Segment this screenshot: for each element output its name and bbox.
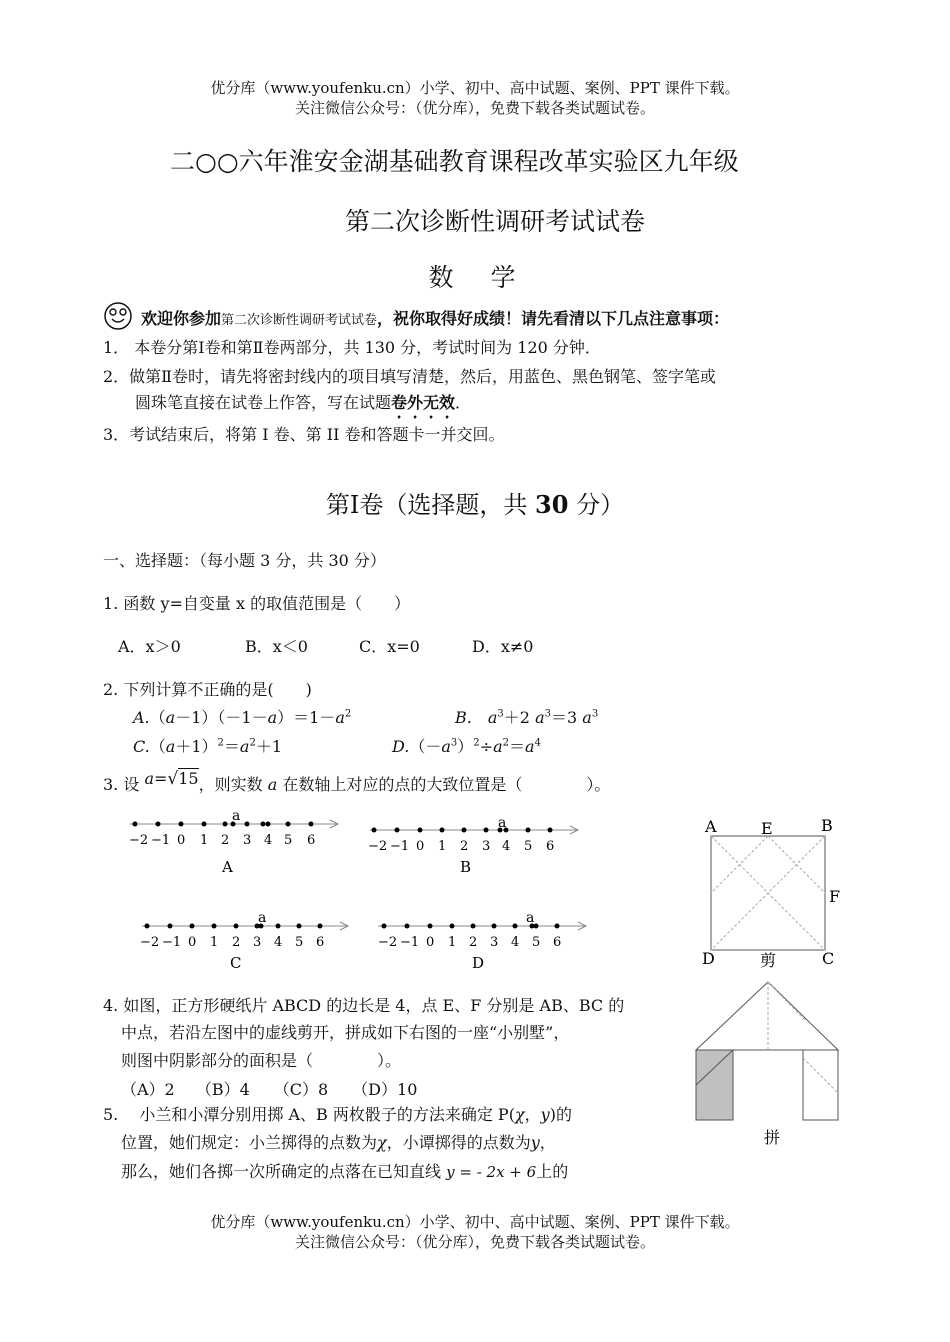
q5-x: χ: [514, 1105, 525, 1124]
line-d-tick: 6: [553, 935, 562, 950]
line-d-tick: 5: [532, 935, 541, 950]
number-line-c: [140, 910, 348, 972]
number-line-b: [368, 815, 578, 876]
house-figure: [696, 982, 838, 1147]
q5-line-3-pre: 那么，她们各掷一次所确定的点落在已知直线: [121, 1162, 442, 1181]
line-a-tick: 6: [307, 833, 316, 848]
q5-line-2-mid: ，小谭掷得的点数为: [386, 1133, 531, 1152]
line-a-tick: 4: [264, 833, 273, 848]
line-b-tick: 5: [524, 839, 533, 854]
line-c-label: C: [230, 954, 242, 972]
q3-expr-var: a: [144, 769, 154, 788]
welcome-line: [141, 306, 729, 329]
line-b-tick: 2: [460, 839, 469, 854]
line-b-tick: 3: [482, 839, 491, 854]
line-c-tick: 1: [210, 935, 219, 950]
q3-suffix: 在数轴上对应的点的大致位置是（ ）。: [282, 775, 611, 794]
q1-option-a: A．x＞0: [118, 637, 181, 656]
section-title-post: 分）: [568, 491, 625, 519]
line-b-tick: 4: [502, 839, 511, 854]
q1-option-c: C．x=0: [359, 637, 420, 656]
header-line-2: 关注微信公众号：（优分库），免费下载各类试题试卷。: [294, 99, 655, 117]
line-d-label: D: [472, 954, 485, 972]
q4-options: （A）2 （B）4 （C）8 （D）10: [121, 1080, 418, 1099]
q5-line-2-x: χ: [377, 1133, 387, 1152]
note-1: 1． 本卷分第Ⅰ卷和第Ⅱ卷两部分，共 130 分，考试时间为 120 分钟．: [103, 338, 601, 357]
line-c-tick: 4: [274, 935, 283, 950]
footer-line-1: 优分库（www.youfenku.cn）小学、初中、高中试题、案例、PPT 课件下载。: [210, 1213, 740, 1231]
q1-stem: 1. 函数 y=自变量 x 的取值范围是（ ）: [103, 594, 411, 613]
q3-prefix: 3. 设: [103, 775, 140, 794]
q4-line-1: 4. 如图，正方形硬纸片 ABCD 的边长是 4，点 E、F 分别是 AB、BC 的: [103, 996, 625, 1015]
line-b-tick: −2: [368, 839, 388, 854]
note-3: 3．考试结束后，将第 I 卷、第 II 卷和答题卡一并交回。: [103, 425, 505, 444]
note-2-line-1: 2．做第Ⅱ卷时，请先将密封线内的项目填写清楚，然后，用蓝色、黑色钢笔、签字笔或: [103, 367, 717, 386]
line-a-tick: 2: [221, 833, 230, 848]
q5-line-3: [121, 1159, 568, 1182]
line-d-tick: 2: [469, 935, 478, 950]
line-c-tick: 6: [316, 935, 325, 950]
line-b-label: B: [460, 858, 472, 876]
line-c-tick: 3: [253, 935, 262, 950]
q5-line-2: [121, 1130, 556, 1153]
q4-line-3: 则图中阴影部分的面积是（ ）。: [121, 1051, 402, 1070]
q3-expr-radicand: 15: [178, 769, 199, 788]
q3-expression: [144, 769, 198, 789]
label-e: E: [761, 819, 773, 838]
q3-expr-eq: =: [154, 769, 168, 788]
number-line-d: [378, 910, 586, 972]
note-2-emphasis: 卷外无效: [391, 393, 456, 412]
line-d-tick: 1: [448, 935, 457, 950]
q4-figure: [690, 810, 850, 1160]
header-line-1: 优分库（www.youfenku.cn）小学、初中、高中试题、案例、PPT 课件下载。: [210, 79, 740, 97]
title-line-1: 二○○六年淮安金湖基础教育课程改革实验区九年级: [170, 147, 739, 176]
caption-assemble: 拼: [764, 1128, 781, 1147]
title-line-2: 第二次诊断性调研考试试卷: [345, 207, 646, 236]
line-a-label: A: [222, 858, 233, 876]
footer-line-2: 关注微信公众号：（优分库），免费下载各类试题试卷。: [294, 1233, 655, 1251]
line-c-tick: 0: [188, 935, 197, 950]
label-d: D: [702, 949, 715, 968]
line-c-tick: 2: [232, 935, 241, 950]
q2-option-d: $D.(-a^3)^2\div a^2=a^4$: [392, 737, 541, 756]
sqrt-icon: √: [167, 769, 179, 789]
label-c: C: [822, 949, 835, 968]
caption-cut: 剪: [760, 951, 777, 970]
part-1-heading: 一、选择题：（每小题 3 分，共 30 分）: [103, 551, 386, 570]
q5-sep: ，: [524, 1105, 541, 1124]
line-a-tick: 1: [200, 833, 209, 848]
q3-mid: ，则实数: [198, 775, 263, 794]
line-a-tick: 0: [177, 833, 186, 848]
q5-line-2-post: ，: [539, 1133, 556, 1152]
q2-stem: 2. 下列计算不正确的是( ): [103, 680, 312, 699]
q5-line-1-post: )的: [549, 1105, 572, 1124]
welcome-part-2: 第二次诊断性调研考试试卷: [221, 313, 378, 328]
section-title-pre: 第Ⅰ卷（选择题，共: [325, 491, 536, 519]
q3-var: a: [267, 775, 278, 794]
q2-option-c: $C.(a+1)^2=a^2+1$: [133, 737, 283, 756]
line-b-tick: −1: [390, 839, 410, 854]
line-d-tick: 4: [511, 935, 520, 950]
q3-number-lines: [120, 800, 600, 980]
line-a-tick: −2: [129, 833, 149, 848]
line-a-tick: 3: [243, 833, 252, 848]
q2-option-b: B. $a^3+2$ $a^3=3$ $a^3$: [455, 708, 599, 727]
label-b: B: [821, 816, 833, 835]
line-b-point-label: a: [498, 815, 507, 831]
q1-option-d: D．x≠0: [472, 637, 534, 656]
q5-line-2-y: y: [530, 1133, 540, 1152]
line-a-tick: −1: [151, 833, 171, 848]
welcome-part-1: 欢迎你参加: [141, 309, 222, 328]
section-title-num: 30: [535, 490, 569, 519]
line-d-tick: −1: [400, 935, 420, 950]
label-f: F: [829, 887, 841, 906]
q3-stem: [103, 769, 611, 795]
note-2-end: ．: [455, 393, 472, 412]
line-b-tick: 0: [416, 839, 425, 854]
q4-line-2: 中点，若沿左图中的虚线剪开，拼成如下右图的一座“小别墅”，: [121, 1023, 570, 1042]
line-d-tick: 0: [426, 935, 435, 950]
line-d-tick: 3: [490, 935, 499, 950]
square-abcd: [702, 816, 840, 970]
subject-title: 数 学: [428, 263, 522, 292]
line-c-tick: −2: [140, 935, 160, 950]
line-c-tick: −1: [162, 935, 182, 950]
q5-line-1-pre: 5. 小兰和小潭分别用掷 A、B 两枚骰子的方法来确定 P(: [103, 1105, 515, 1124]
note-2-line-2: [135, 390, 471, 422]
section-title: [0, 485, 950, 520]
line-d-point-label: a: [526, 910, 535, 926]
q5-line-2-pre: 位置，她们规定：小兰掷得的点数为: [121, 1133, 378, 1152]
line-a-tick: 5: [284, 833, 293, 848]
line-d-tick: −2: [378, 935, 398, 950]
line-b-tick: 6: [546, 839, 555, 854]
q5-y: y: [540, 1105, 550, 1124]
label-a: A: [705, 817, 717, 836]
line-a-point-label: a: [232, 808, 241, 824]
line-c-tick: 5: [295, 935, 304, 950]
line-b-tick: 1: [438, 839, 447, 854]
line-c-point-label: a: [258, 910, 267, 926]
q2-option-a: $A.(a-1)(-1-a)=1-a^2$: [133, 708, 352, 727]
smiley-icon: [103, 301, 133, 331]
q5-line-1: [103, 1102, 572, 1125]
welcome-part-3: ，祝你取得好成绩！请先看清以下几点注意事项：: [377, 309, 730, 328]
note-2-text: 圆珠笔直接在试卷上作答，写在试题: [135, 393, 392, 412]
q5-line-expr: y = - 2x + 6: [446, 1163, 537, 1181]
q1-option-b: B．x＜0: [245, 637, 308, 656]
q5-line-3-post: 上的: [536, 1162, 569, 1181]
number-line-a: [129, 808, 338, 876]
